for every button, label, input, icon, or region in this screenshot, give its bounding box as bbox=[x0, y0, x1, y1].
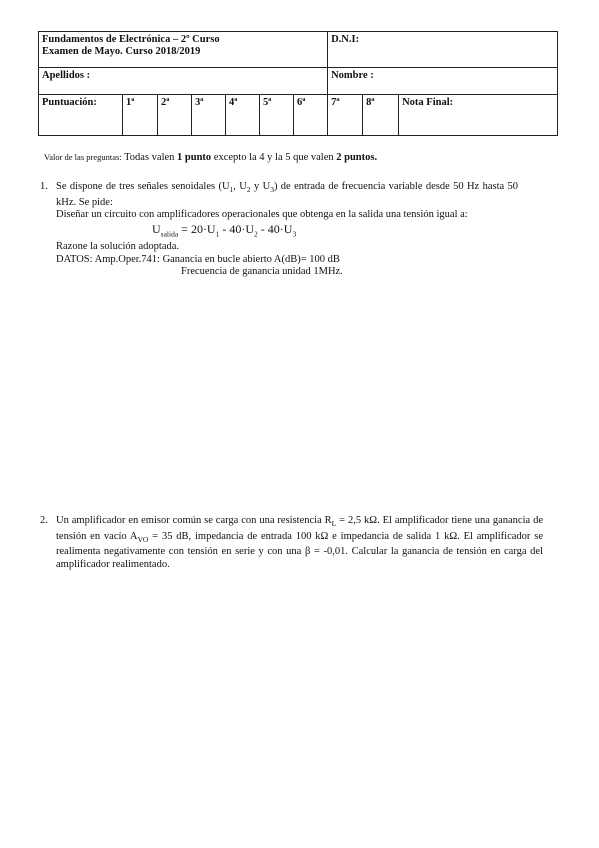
question-1-number: 1. bbox=[40, 181, 48, 192]
question-1-task: Diseñar un circuito con amplificadores operacionales que obtenga en la salida una tensión igual a: bbox=[56, 209, 468, 221]
q2-text: = 2,5 kΩ. El amplificador tiene una ganancia de tensión en vacío A bbox=[56, 515, 544, 542]
q2-sub: L bbox=[331, 519, 337, 529]
score-cell-2[interactable]: 2ª bbox=[158, 95, 192, 136]
formula-part: = 20·U bbox=[178, 221, 216, 236]
note-bold-1: 1 punto bbox=[177, 152, 212, 163]
question-1-reason: Razone la solución adoptada. bbox=[56, 241, 180, 253]
question-2-number: 2. bbox=[40, 515, 48, 526]
score-cell-4[interactable]: 4ª bbox=[226, 95, 260, 136]
formula-sub: 2 bbox=[254, 228, 258, 238]
course-cell bbox=[39, 32, 328, 68]
question-1-datos: DATOS: Amp.Oper.741: Ganancia en bucle abierto A(dB)= 100 dB bbox=[56, 253, 340, 265]
nota-final-cell[interactable]: Nota Final: bbox=[399, 95, 558, 136]
dni-field[interactable] bbox=[328, 32, 558, 68]
question-1-formula bbox=[56, 223, 518, 241]
q1-text: ) de entrada de frecuencia variable desde 50 Hz hasta 50 kHz. Se pide: bbox=[56, 181, 519, 208]
q2-sub: VO bbox=[137, 534, 149, 544]
formula-part: - 40·U bbox=[219, 221, 255, 236]
question-1 bbox=[40, 181, 518, 279]
question-1-datos-frequency: Frecuencia de ganancia unidad 1MHz. bbox=[181, 266, 343, 278]
note-text-2: excepto la 4 y la 5 que valen bbox=[211, 152, 337, 163]
dni-label: D.N.I: bbox=[331, 34, 360, 45]
note-prefix: Valor de las preguntas: bbox=[44, 152, 122, 162]
formula-part: - 40·U bbox=[257, 221, 293, 236]
score-cell-3[interactable]: 3ª bbox=[192, 95, 226, 136]
note-text-1: Todas valen bbox=[121, 152, 178, 163]
apellidos-field[interactable] bbox=[39, 68, 328, 95]
q1-sub: 2 bbox=[246, 185, 251, 195]
formula-part: U bbox=[152, 221, 161, 236]
score-cell-7[interactable]: 7ª bbox=[328, 95, 363, 136]
formula-sub: salida bbox=[160, 228, 179, 238]
question-2-statement bbox=[56, 515, 543, 571]
score-cell-6[interactable]: 6ª bbox=[294, 95, 328, 136]
nombre-label: Nombre : bbox=[331, 70, 374, 81]
q1-text: , U bbox=[233, 181, 247, 192]
score-cell-1[interactable]: 1ª bbox=[123, 95, 158, 136]
note-bold-2: 2 puntos. bbox=[336, 152, 378, 163]
q2-text: = 35 dB, impedancia de entrada 100 kΩ e impedancia de salida 1 kΩ. El amplificador se realimenta negativamente con tensión en serie y con una β = -0,01. Calcular la ganancia de tensión en carga del amplificador realimentado. bbox=[56, 530, 543, 570]
scoring-note bbox=[44, 152, 377, 163]
exam-date: Examen de Mayo. Curso 2018/2019 bbox=[42, 46, 201, 57]
apellidos-label: Apellidos : bbox=[42, 70, 91, 81]
nombre-field[interactable] bbox=[328, 68, 558, 95]
formula-sub: 3 bbox=[292, 228, 297, 238]
q1-text: Se dispone de tres señales senoidales (U bbox=[56, 181, 230, 192]
puntuacion-label: Puntuación: bbox=[39, 95, 123, 136]
score-cell-5[interactable]: 5ª bbox=[260, 95, 294, 136]
course-title: Fundamentos de Electrónica – 2º Curso bbox=[42, 34, 220, 45]
q1-sub: 3 bbox=[270, 185, 274, 195]
question-2 bbox=[40, 515, 543, 571]
formula-sub: 1 bbox=[215, 228, 220, 238]
q1-text: y U bbox=[250, 181, 271, 192]
q1-sub: 1 bbox=[229, 185, 234, 195]
score-cell-8[interactable]: 8ª bbox=[363, 95, 399, 136]
exam-header-table bbox=[38, 31, 558, 136]
question-1-statement bbox=[56, 181, 518, 209]
q2-text: Un amplificador en emisor común se carga con una resistencia R bbox=[56, 515, 332, 526]
